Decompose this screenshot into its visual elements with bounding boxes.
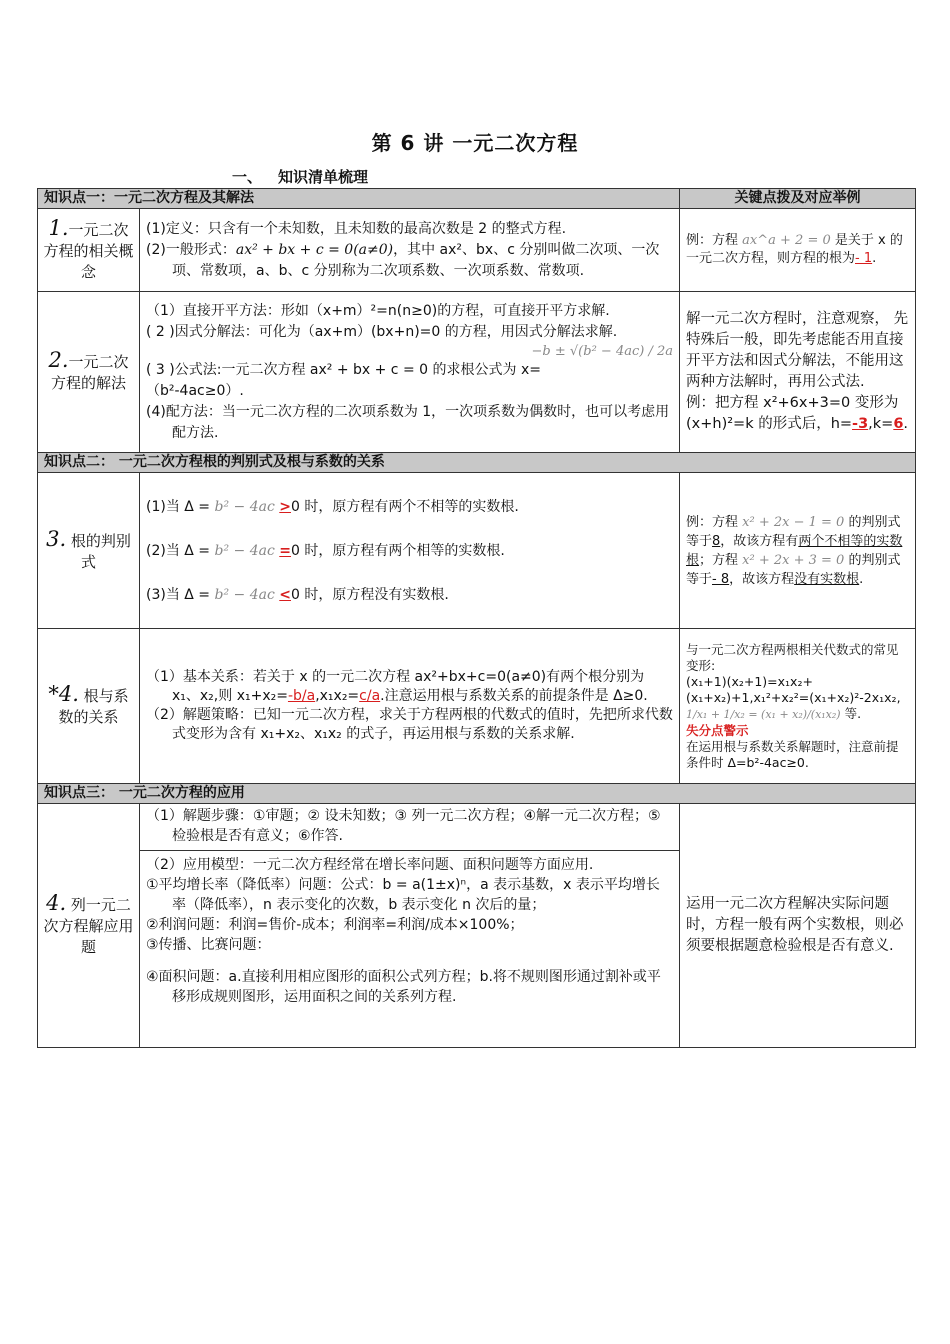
- model-spread: ③传播、比赛问题：: [146, 937, 271, 953]
- header-key-points: 关键点拨及对应举例: [680, 189, 916, 209]
- model-area: ④面积问题：a.直接利用相应图形的面积公式列方程；b.将不规则图形通过割补或平移形成规则图形，运用面积之间的关系列方程.: [146, 969, 661, 1005]
- topic-number: 4.: [46, 891, 67, 915]
- content-cell: [140, 473, 680, 629]
- variants-fraction: 1/x₁ + 1/x₂ = (x₁ + x₂)/(x₁x₂) 等.: [686, 705, 862, 721]
- content-cell: [140, 804, 680, 1048]
- section-heading: [232, 166, 368, 187]
- topic-cell: [38, 629, 140, 784]
- example-cell: 运用一元二次方程解决实际问题时，方程一般有两个实数根，则必须要根据题意检验根是否有意义.: [680, 804, 916, 1048]
- topic-cell: [38, 804, 140, 1048]
- table-header-2: [38, 453, 916, 473]
- method-formula-cond: （b²-4ac≥0）.: [146, 382, 244, 399]
- table-row: [38, 629, 916, 784]
- topic-label: 一元二次方程的相关概念: [43, 220, 134, 281]
- method-sqrt: （1）直接开平方法：形如（x+m）²=n(n≥0)的方程，可直接开平方求解.: [146, 302, 610, 319]
- table-row: [38, 804, 916, 1048]
- definition-line: (1)定义：只含有一个未知数，且未知数的最高次数是 2 的整式方程.: [146, 220, 567, 237]
- warning-title: 失分点警示: [686, 722, 749, 738]
- header-knowledge-1: 知识点一：一元二次方程及其解法: [38, 189, 680, 209]
- steps: （1）解题步骤：①审题；② 设未知数；③ 列一元二次方程；④解一元二次方程；⑤检验根是否有意义；⑥作答.: [146, 808, 661, 844]
- example-text: 例：把方程 x²+6x+3=0 变形为(x+h)²=k 的形式后，h=-3,k=6.: [686, 395, 909, 432]
- case-less: (3)当 Δ = b² − 4ac <0 时，原方程没有实数根.: [146, 586, 449, 603]
- table-header-1: [38, 189, 916, 209]
- models-intro: （2）应用模型：一元二次方程经常在增长率问题、面积问题等方面应用.: [146, 857, 594, 873]
- case-equal: (2)当 Δ = b² − 4ac =0 时，原方程有两个相等的实数根.: [146, 542, 505, 559]
- topic-cell: [38, 473, 140, 629]
- variants-intro: 与一元二次方程两根相关代数式的常见变形:: [686, 641, 899, 673]
- method-formula: ( 3 )公式法:一元二次方程 ax² + bx + c = 0 的求根公式为 x=: [146, 361, 541, 378]
- topic-cell: [38, 292, 140, 453]
- topic-number: 1.: [48, 215, 69, 240]
- variants-formulas: (x₁+1)(x₂+1)=x₁x₂+(x₁+x₂)+1,x₁²+x₂²=(x₁+x₂)²-2x₁x₂,: [686, 673, 901, 705]
- topic-label: 一元二次方程的解法: [50, 353, 129, 392]
- quadratic-formula: −b ± √(b² − 4ac) / 2a: [531, 343, 673, 359]
- topic-label: 根与系数的关系: [58, 687, 129, 726]
- content-cell: [140, 292, 680, 453]
- knowledge-table: [37, 188, 916, 1048]
- content-cell: [140, 629, 680, 784]
- warning-text: 在运用根与系数关系解题时，注意前提条件时 Δ=b²-4ac≥0.: [686, 738, 899, 770]
- topic-number: *4.: [48, 682, 79, 706]
- table-row: [38, 209, 916, 292]
- basic-relation: （1）基本关系：若关于 x 的一元二次方程 ax²+bx+c=0(a≠0)有两个根分别为 x₁、x₂,则 x₁+x₂=-b/a,x₁x₂=c/a.注意运用根与系数关系的前提条件是 Δ≥0.: [146, 669, 648, 704]
- example-cell: [680, 629, 916, 784]
- header-knowledge-2: 知识点二： 一元二次方程根的判别式及根与系数的关系: [38, 453, 916, 473]
- content-cell: [140, 209, 680, 292]
- topic-label: 列一元二次方程解应用题: [43, 896, 134, 956]
- method-complete-square: (4)配方法：当一元二次方程的二次项系数为 1，一次项系数为偶数时，也可以考虑用配方法.: [146, 403, 670, 441]
- tip-text: 解一元二次方程时，注意观察， 先特殊后一般，即先考虑能否用直接开平方法和因式分解法，不能用这两种方法解时，再用公式法.: [686, 311, 909, 390]
- page-title: 第 6 讲 一元二次方程: [371, 131, 579, 155]
- general-form-line: (2)一般形式：ax² + bx + c = 0(a≠0)，其中 ax²、bx、c 分别叫做二次项、一次项、常数项，a、b、c 分别称为二次项系数、一次项系数、常数项.: [146, 241, 660, 279]
- topic-cell: [38, 209, 140, 292]
- model-growth: ①平均增长率（降低率）问题：公式：b = a(1±x)ⁿ，a 表示基数，x 表示平均增长率（降低率），n 表示变化的次数，b 表示变化 n 次后的量；: [146, 877, 660, 913]
- model-profit: ②利润问题：利润=售价-成本；利润率=利润/成本×100%；: [146, 917, 524, 933]
- table-header-3: [38, 784, 916, 804]
- section-number: 一、: [232, 168, 263, 186]
- topic-label: 根的判别式: [70, 531, 131, 571]
- example-cell: 例：方程 ax^a + 2 = 0 是关于 x 的一元二次方程，则方程的根为- 1.: [680, 209, 916, 292]
- topic-number: 3.: [46, 526, 67, 551]
- header-knowledge-3: 知识点三： 一元二次方程的应用: [38, 784, 916, 804]
- table-row: [38, 292, 916, 453]
- case-greater: (1)当 Δ = b² − 4ac >0 时，原方程有两个不相等的实数根.: [146, 498, 519, 515]
- table-row: [38, 473, 916, 629]
- method-factor: ( 2 )因式分解法：可化为（ax+m）(bx+n)=0 的方程，用因式分解法求解.: [146, 323, 618, 340]
- section-label: 知识清单梳理: [278, 168, 369, 186]
- example-cell: [680, 292, 916, 453]
- strategy: （2）解题策略：已知一元二次方程，求关于方程两根的代数式的值时，先把所求代数式变形为含有 x₁+x₂、x₁x₂ 的式子，再运用根与系数的关系求解.: [146, 707, 673, 742]
- topic-number: 2.: [48, 348, 69, 372]
- example-cell: 例：方程 x² + 2x − 1 = 0 的判别式等于8，故该方程有两个不相等的实数根；方程 x² + 2x + 3 = 0 的判别式等于- 8，故该方程没有实数根.: [680, 473, 916, 629]
